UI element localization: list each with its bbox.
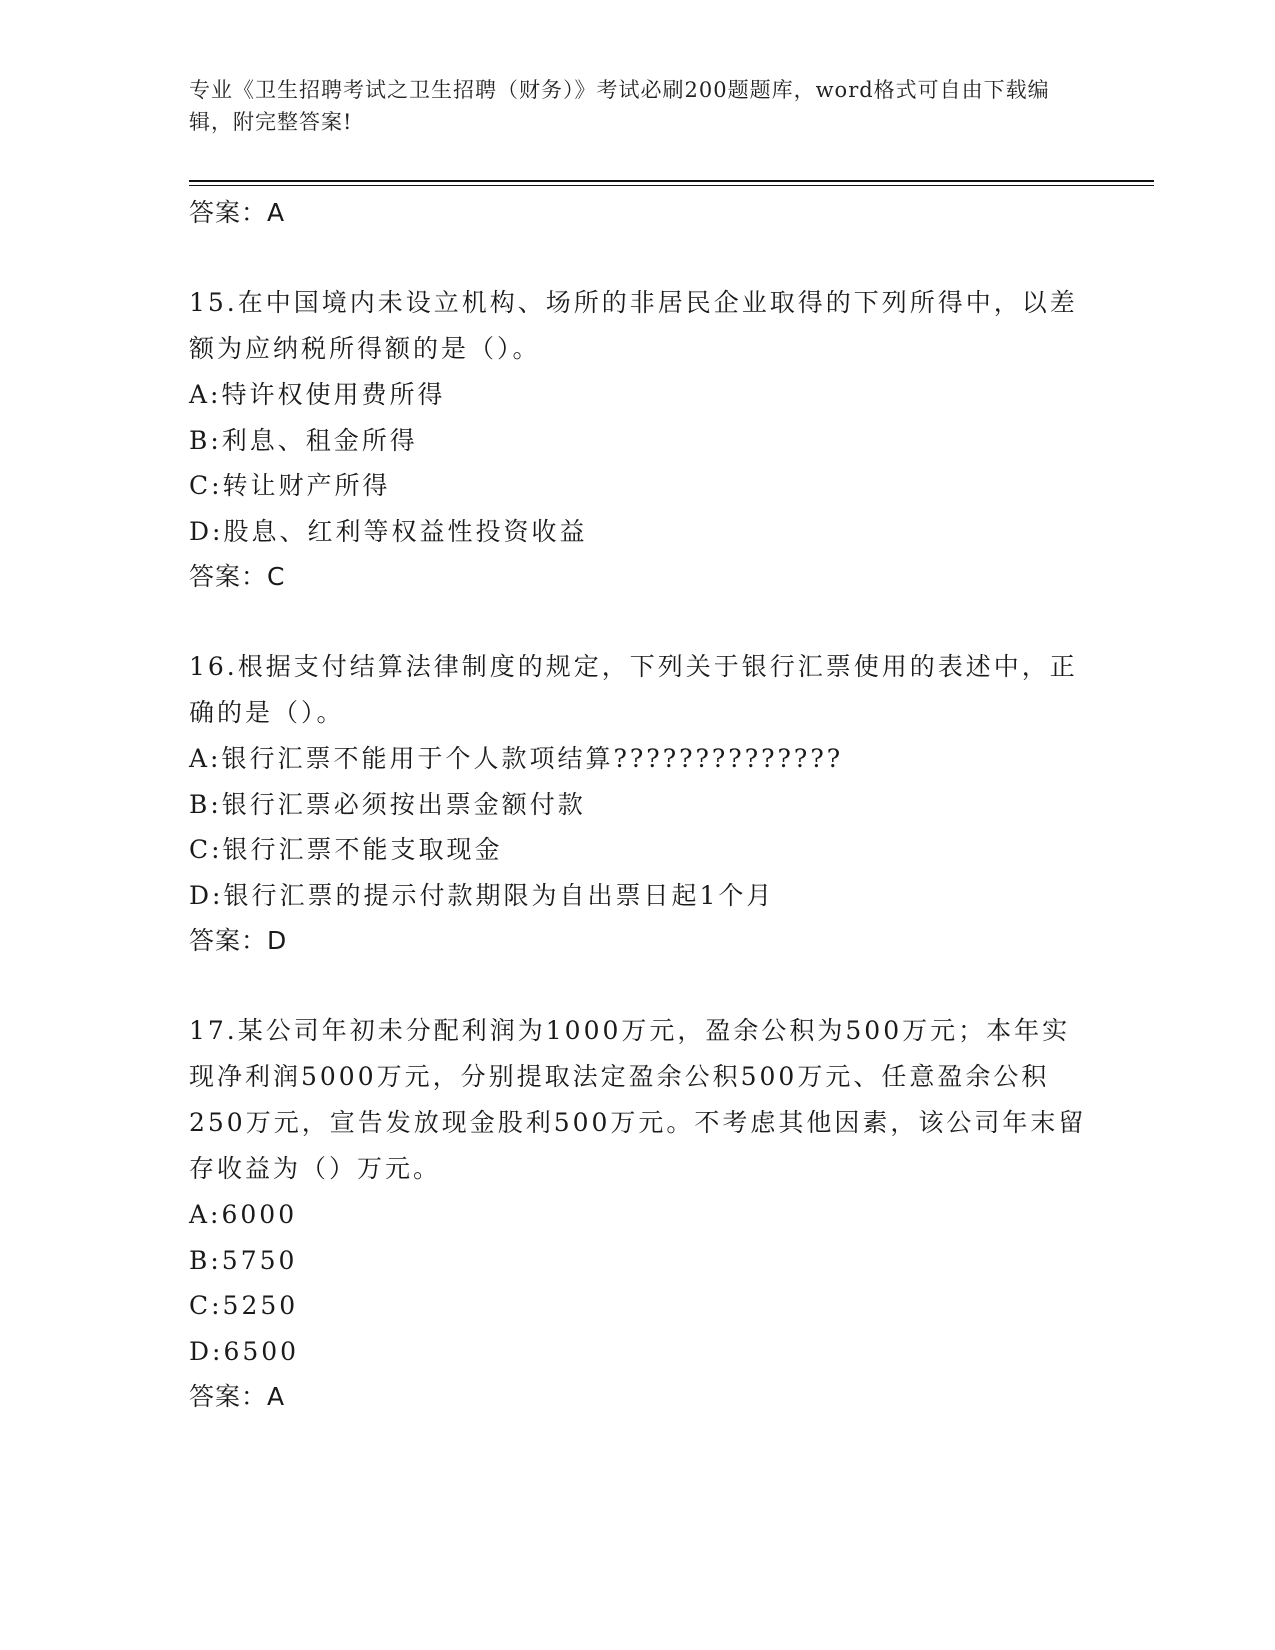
question-text: 17.某公司年初未分配利润为1000万元，盈余公积为500万元；本年实现净利润5000万元，分别提取法定盈余公积500万元、任意盈余公积250万元，宣告发放现金股利500万元。不考虑其他因素，该公司年末留存收益为（）万元。 <box>189 1016 1087 1183</box>
header-divider-thick <box>189 180 1154 182</box>
page-header: 专业《卫生招聘考试之卫生招聘（财务）》考试必刷200题题库，word格式可自由下载编辑，附完整答案! <box>189 78 1050 134</box>
option-d: D:6500 <box>189 1336 300 1366</box>
question-block <box>189 644 1089 964</box>
option-b: B:银行汇票必须按出票金额付款 <box>189 789 586 819</box>
answer-line: 答案：A <box>189 198 286 227</box>
option-a: A:银行汇票不能用于个人款项结算?????????????? <box>189 744 844 773</box>
answer-line: 答案：A <box>189 1382 286 1411</box>
option-b: B:利息、租金所得 <box>189 425 418 455</box>
header-divider-thin <box>189 185 1154 186</box>
question-text: 16.根据支付结算法律制度的规定，下列关于银行汇票使用的表述中，正确的是（）。 <box>189 652 1078 727</box>
answer-line: 答案：D <box>189 926 288 955</box>
question-block <box>189 1008 1089 1420</box>
question-block <box>189 280 1089 600</box>
question-text: 15.在中国境内未设立机构、场所的非居民企业取得的下列所得中，以差额为应纳税所得额的是（）。 <box>189 288 1078 363</box>
option-b: B:5750 <box>189 1245 298 1275</box>
document-body <box>189 190 1089 1420</box>
answer-line: 答案：C <box>189 562 286 591</box>
option-c: C:转让财产所得 <box>189 471 391 500</box>
option-d: D:股息、红利等权益性投资收益 <box>189 516 588 546</box>
option-a: A:特许权使用费所得 <box>189 380 446 409</box>
option-c: C:5250 <box>189 1291 299 1320</box>
option-a: A:6000 <box>189 1200 298 1229</box>
option-c: C:银行汇票不能支取现金 <box>189 835 503 864</box>
option-d: D:银行汇票的提示付款期限为自出票日起1个月 <box>189 880 775 910</box>
